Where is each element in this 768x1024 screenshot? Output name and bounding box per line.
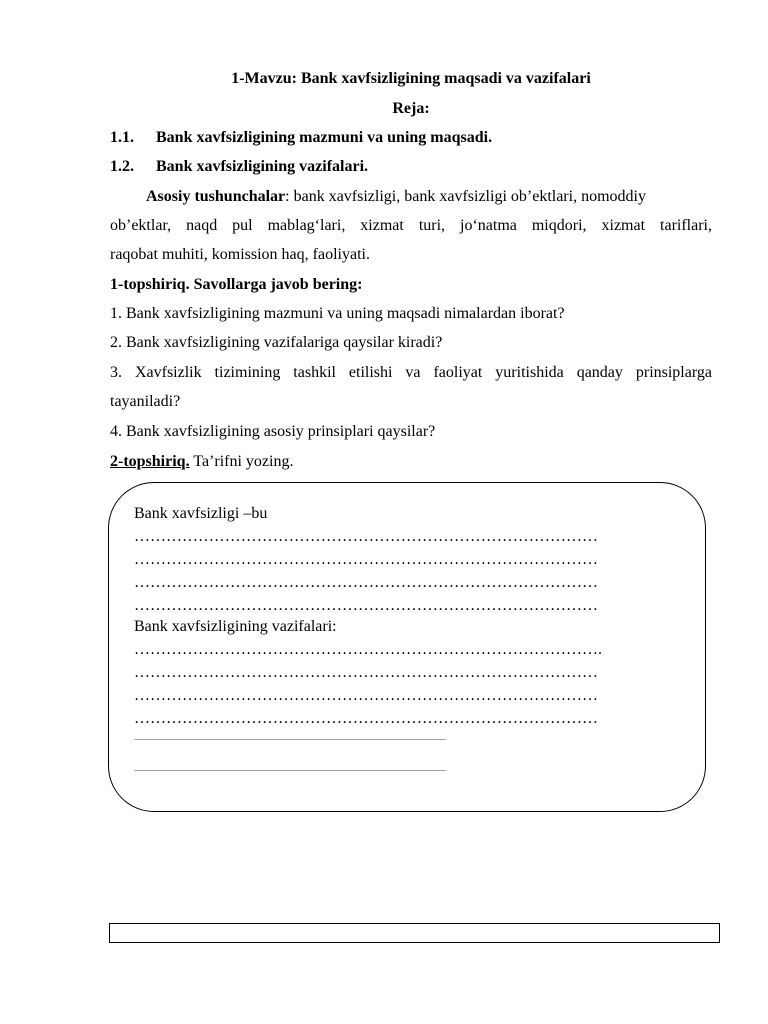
- answer-dotted-line[interactable]: ............................................................................................................................................................: [134, 733, 446, 742]
- plan-item-text: Bank xavfsizligining mazmuni va uning maqsadi.: [156, 129, 493, 146]
- task2-text: Ta’rifni yozing.: [189, 453, 294, 470]
- page-title: 1-Mavzu: Bank xavfsizligining maqsadi va vazifalari: [231, 70, 591, 87]
- answer-dotted-line[interactable]: ……………………………………………………………………………: [134, 528, 598, 545]
- plan-heading: Reja:: [392, 100, 430, 117]
- question: 2. Bank xavfsizligining vazifalariga qaysilar kiradi?: [110, 334, 443, 351]
- answer-dotted-line[interactable]: ............................................................................................................................................................: [134, 764, 446, 773]
- concepts-label: Asosiy tushunchalar: [146, 188, 286, 205]
- answer-dotted-line[interactable]: ……………………………………………………………………………: [134, 597, 598, 614]
- task2-label: 2-topshiriq.: [110, 453, 190, 470]
- answer-dotted-line[interactable]: ……………………………………………………………………………: [134, 551, 598, 568]
- plan-item: [110, 128, 712, 148]
- footer-box: [109, 923, 720, 943]
- answer-dotted-line[interactable]: ……………………………………………………………………………: [134, 664, 598, 681]
- plan-item-number: 1.2.: [110, 158, 134, 175]
- answer-dotted-line[interactable]: ……………………………………………………………………………: [134, 710, 598, 727]
- question: 3. Xavfsizlik tizimining tashkil etilishi va faoliyat yuritishida qanday prinsiplarga: [110, 364, 712, 381]
- question-continuation: tayaniladi?: [110, 393, 181, 410]
- plan-item-text: Bank xavfsizligining vazifalari.: [156, 158, 369, 175]
- task1-heading: 1-topshiriq. Savollarga javob bering:: [110, 276, 363, 293]
- plan-item: [110, 157, 712, 177]
- answer-dotted-line[interactable]: ……………………………………………………………………………: [134, 574, 598, 591]
- question: 1. Bank xavfsizligining mazmuni va uning maqsadi nimalardan iborat?: [110, 305, 565, 322]
- answer-dotted-line[interactable]: …………………………………………………………………………….: [134, 641, 602, 658]
- concepts-paragraph-line: ob’ektlar, naqd pul mablag‘lari, xizmat turi, jo‘natma miqdori, xizmat tariflari,: [110, 217, 712, 234]
- answer-dotted-line[interactable]: ……………………………………………………………………………: [134, 687, 598, 704]
- concepts-paragraph-line: [146, 187, 712, 207]
- concepts-paragraph-line: raqobat muhiti, komission haq, faoliyati.: [110, 246, 370, 263]
- question: 4. Bank xavfsizligining asosiy prinsiplari qaysilar?: [110, 423, 436, 440]
- plan-item-number: 1.1.: [110, 129, 134, 146]
- tasks-label: Bank xavfsizligining vazifalari:: [134, 618, 337, 635]
- definition-label: Bank xavfsizligi –bu: [134, 505, 268, 522]
- concepts-text: : bank xavfsizligi, bank xavfsizligi ob’ektlari, nomoddiy: [285, 188, 646, 205]
- task2-line: [110, 452, 712, 472]
